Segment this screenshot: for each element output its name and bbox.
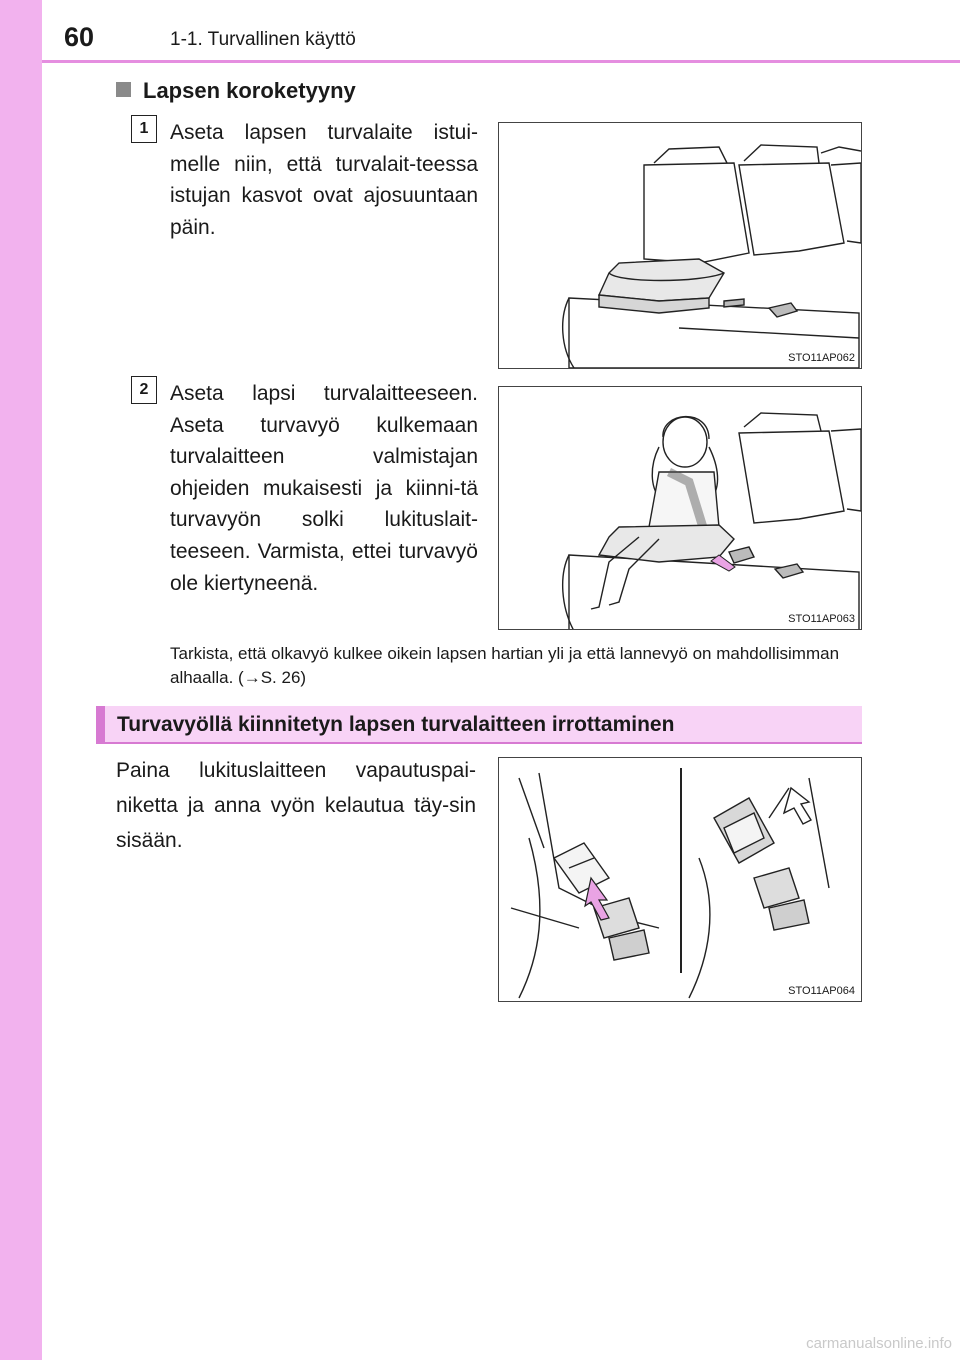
section-text: Paina lukituslaitteen vapautuspai-niketta ja anna vyön kelautua täy-sin sisään. (116, 759, 476, 852)
booster-seat-illustration-icon (499, 123, 862, 369)
figure-child-booster (498, 386, 862, 630)
buckle-release-illustration-icon (499, 758, 862, 1002)
step-number-1: 1 (131, 115, 157, 143)
figure-code: STO11AP064 (788, 985, 855, 997)
step-number-2: 2 (131, 376, 157, 404)
figure-code: STO11AP062 (788, 352, 855, 364)
section-title: Turvavyöllä kiinnitetyn lapsen turvalaitteen irrottaminen (117, 713, 675, 736)
section-heading-bar (96, 706, 862, 744)
figure-code: STO11AP063 (788, 613, 855, 625)
side-tab-strip (0, 0, 42, 1360)
page-number: 60 (64, 22, 95, 52)
step-1-text: Aseta lapsen turvalaite istui-melle niin, että turvalait-teessa istujan kasvot ovat ajosuuntaan päin. (170, 121, 478, 239)
header-rule (42, 60, 960, 63)
subsection-title: Lapsen koroketyyny (143, 78, 356, 103)
figure-booster-seat (498, 122, 862, 369)
step-2-text: Aseta lapsi turvalaitteeseen. Aseta turvavyö kulkemaan turvalaitteen valmistajan ohjeiden mukaisesti ja kiinni-tä turvavyön solki lukituslait-teeseen. Varmista, ettei turvavyö ole kiertyneenä. (170, 382, 478, 595)
square-bullet-icon (116, 82, 131, 97)
chapter-title: 1-1. Turvallinen käyttö (170, 29, 356, 50)
watermark-text: carmanualsonline.info (806, 1335, 952, 1352)
child-on-booster-illustration-icon (499, 387, 862, 630)
note-text: Tarkista, että olkavyö kulkee oikein lapsen hartian yli ja että lannevyö on mahdollisimman alhaalla. (→S. 26) (170, 644, 840, 687)
figure-buckle-release (498, 757, 862, 1002)
subsection-heading (116, 78, 356, 104)
